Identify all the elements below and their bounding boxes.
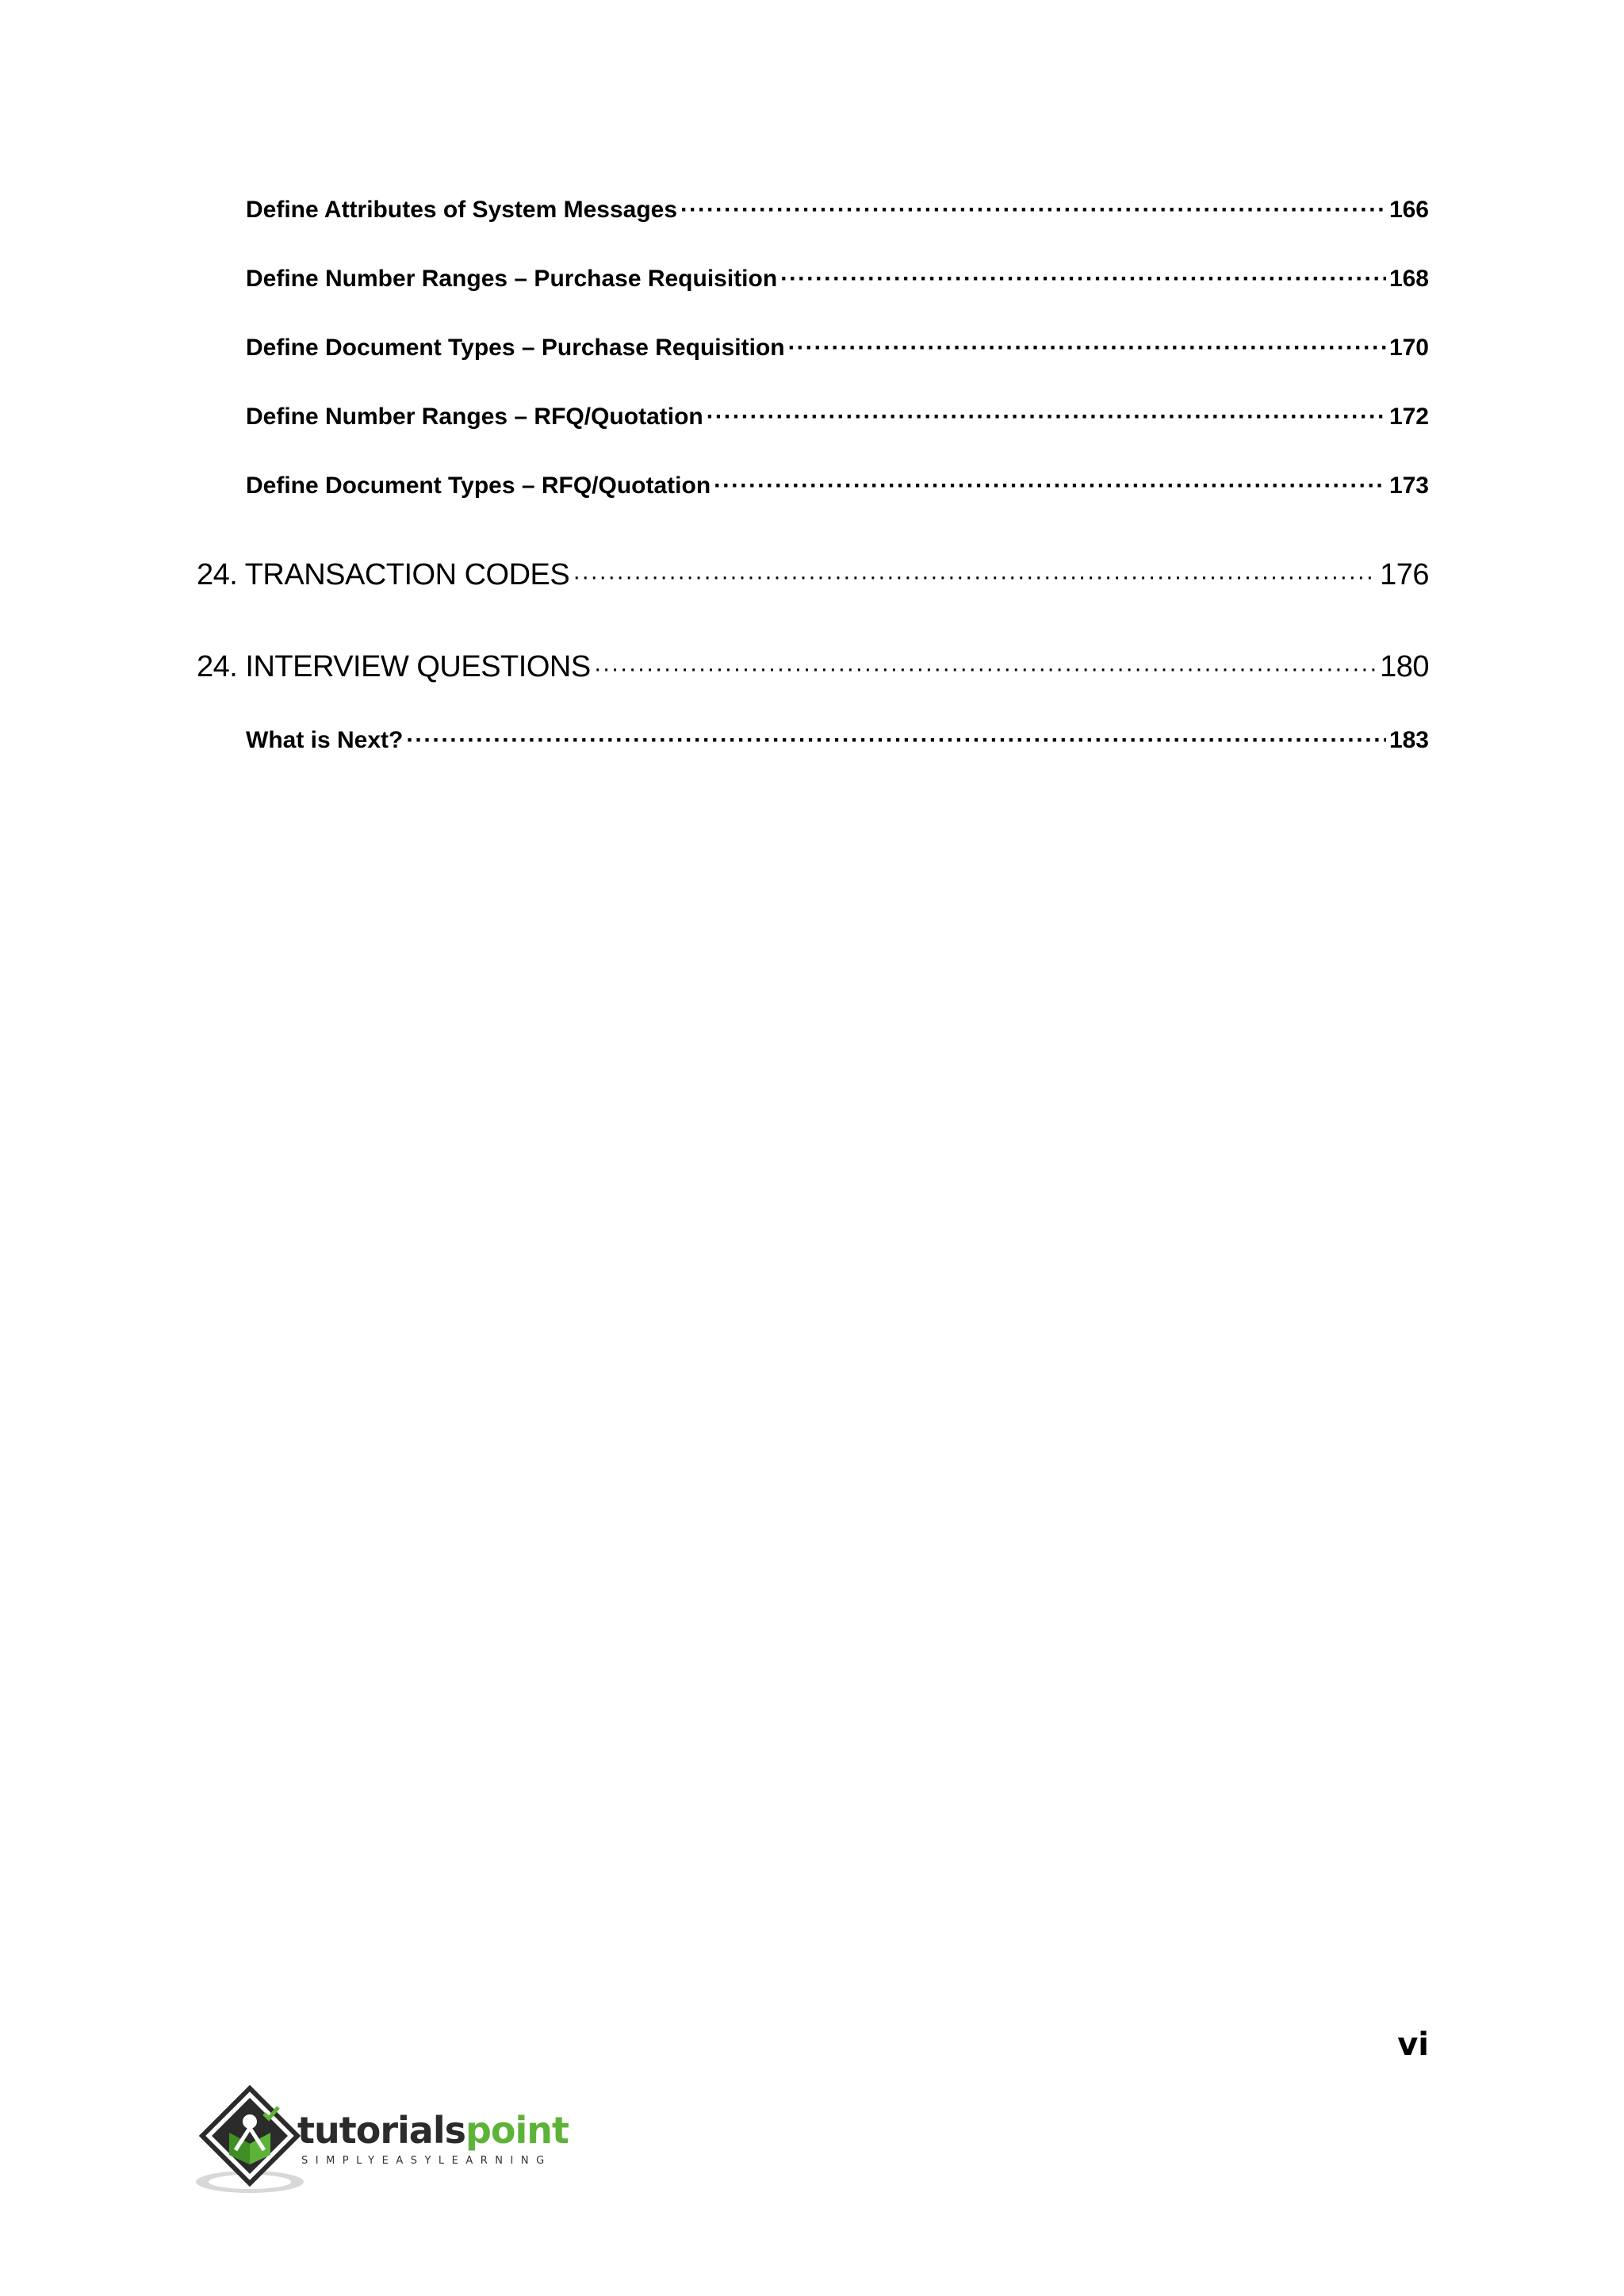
tutorialspoint-logo (194, 2085, 567, 2196)
page-number: vi (1397, 2026, 1429, 2063)
toc-entry-title: What is Next? (246, 727, 404, 753)
toc-entry-page: 172 (1388, 404, 1429, 430)
toc-entry-title: Define Document Types – Purchase Requisition (246, 335, 785, 361)
toc-chapter-entry[interactable] (197, 650, 1429, 684)
toc-dot-leader (573, 564, 1377, 591)
toc-dot-leader (594, 656, 1377, 683)
toc-entry-title: Define Attributes of System Messages (246, 197, 678, 223)
toc-entry-title: Define Document Types – RFQ/Quotation (246, 473, 711, 499)
logo-word-point: point (465, 2109, 569, 2152)
toc-entry-title: Define Number Ranges – Purchase Requisition (246, 266, 778, 292)
toc-entry-title: Define Number Ranges – RFQ/Quotation (246, 404, 703, 430)
logo-diamond-icon (194, 2085, 305, 2196)
logo-tagline: SIMPLYEASYLEARNING (301, 2155, 552, 2167)
toc-dot-leader (788, 335, 1386, 362)
toc-entry[interactable] (246, 404, 1429, 430)
toc-entry-page: 170 (1388, 335, 1429, 361)
toc-chapter-page: 180 (1380, 650, 1429, 683)
toc-entry[interactable] (246, 473, 1429, 499)
toc-dot-leader (780, 266, 1386, 293)
toc-chapter-page: 176 (1380, 558, 1429, 591)
toc-entry[interactable] (246, 335, 1429, 362)
toc-entry-page: 168 (1388, 266, 1429, 292)
logo-wordmark (297, 2109, 569, 2152)
toc-entry[interactable] (246, 197, 1429, 224)
toc-chapter-title: 24. INTERVIEW QUESTIONS (197, 650, 591, 683)
toc-chapter-entry[interactable] (197, 558, 1429, 592)
logo-word-tutorials: tutorials (297, 2109, 465, 2152)
toc-entry-page: 183 (1388, 727, 1429, 753)
toc-chapter-title: 24. TRANSACTION CODES (197, 558, 570, 591)
toc-dot-leader (707, 404, 1386, 430)
toc-entry-page: 173 (1388, 473, 1429, 499)
toc-entry-page: 166 (1388, 197, 1429, 223)
toc-entry[interactable] (246, 727, 1429, 754)
toc-dot-leader (680, 197, 1386, 224)
toc-entry[interactable] (246, 266, 1429, 293)
toc-dot-leader (406, 727, 1386, 754)
toc-dot-leader (714, 473, 1386, 499)
